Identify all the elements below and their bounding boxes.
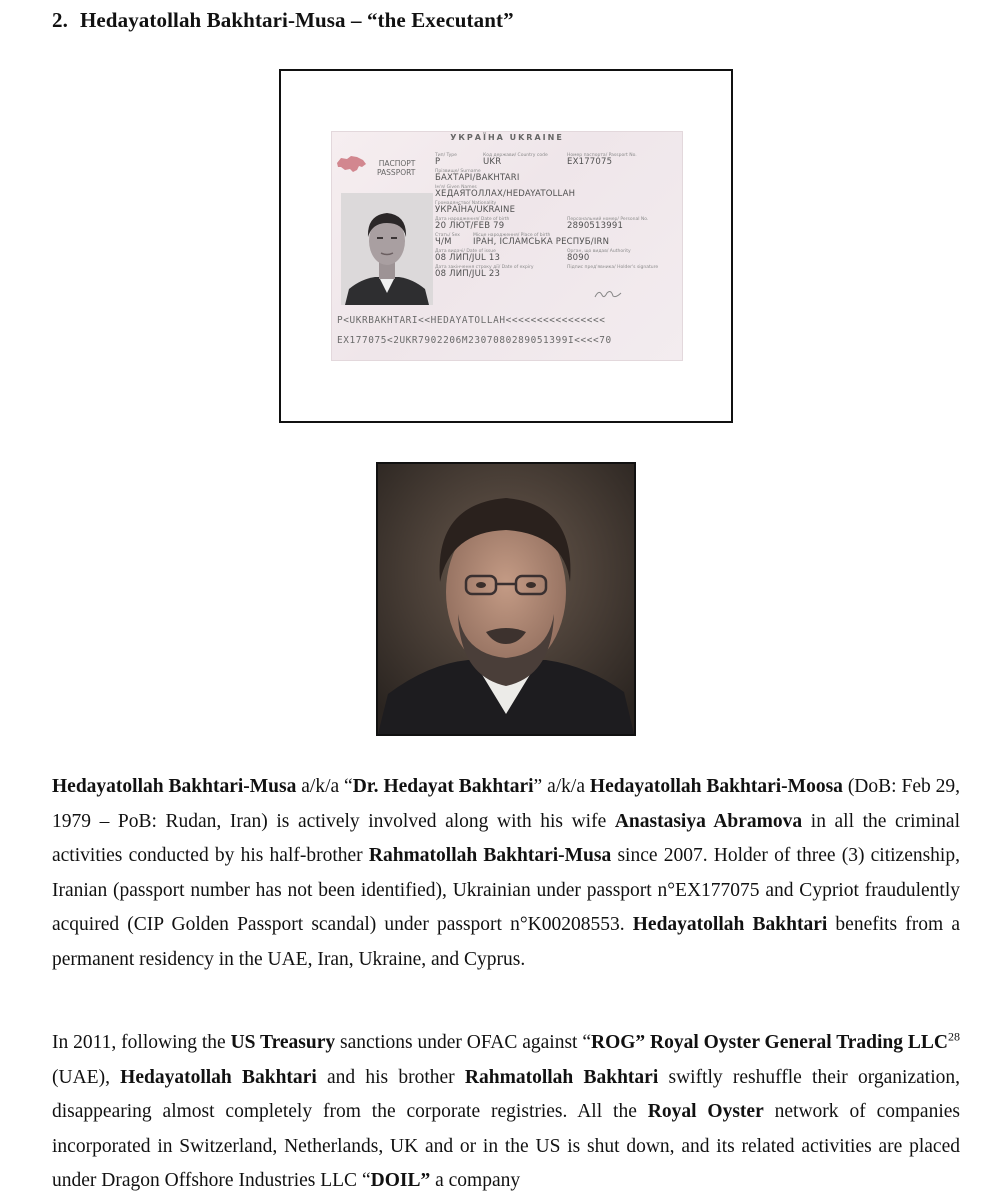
name-rahmatollah-bakhtari-musa: Rahmatollah Bakhtari-Musa bbox=[368, 845, 612, 867]
section-heading bbox=[52, 8, 514, 33]
field-signature: Підпис пред'явника/ Holder's signature bbox=[567, 265, 659, 270]
name-hedayatollah-bakhtari-2: Hedayatollah Bakhtari bbox=[120, 1066, 317, 1088]
field-passport-number: Номер паспорта/ Passport No. EX177075 bbox=[567, 153, 637, 167]
mrz-line-2: EX177075<2UKR7902206M2307080289051399I<<<<70 bbox=[337, 335, 612, 346]
footnote-marker[interactable]: 28 bbox=[948, 1029, 960, 1044]
field-type: Тип/ Type P bbox=[435, 153, 457, 167]
section-number: 2. bbox=[52, 8, 68, 32]
passport-banner: УКРАЇНА UKRAINE bbox=[450, 133, 564, 142]
name-anastasiya-abramova: Anastasiya Abramova bbox=[614, 810, 803, 832]
field-surname: Прізвище/ Surname БАХТАРІ/BAKHTARI bbox=[435, 169, 520, 183]
portrait-photo bbox=[376, 462, 636, 736]
field-nationality: Громадянство/ Nationality УКРАЇНА/UKRAINE bbox=[435, 201, 516, 215]
signature-mark-icon bbox=[593, 287, 623, 301]
passport-doc-type bbox=[377, 159, 415, 177]
field-place-of-birth: Місце народження/ Place of birth ІРАН, ІСЛАМСЬКА РЕСПУБ/IRN bbox=[473, 233, 610, 247]
field-date-of-issue: Дата видачі/ Date of issue 08 ЛИП/JUL 13 bbox=[435, 249, 501, 263]
alias-dr-hedayat-bakhtari: Dr. Hedayat Bakhtari bbox=[352, 776, 534, 797]
passport-photo bbox=[341, 193, 433, 305]
ukraine-map-icon bbox=[335, 153, 367, 175]
field-date-of-expiry: Дата закінчення строку дії/ Date of expiry 08 ЛИП/JUL 23 bbox=[435, 265, 534, 279]
name-hedayatollah-bakhtari: Hedayatollah Bakhtari bbox=[632, 914, 828, 936]
name-rahmatollah-bakhtari: Rahmatollah Bakhtari bbox=[464, 1066, 659, 1088]
field-given-names: Ім'я/ Given Names ХЕДАЯТОЛЛАХ/HEDAYATOLLAH bbox=[435, 185, 576, 199]
org-royal-oyster: Royal Oyster bbox=[647, 1101, 764, 1123]
person-photo-icon bbox=[341, 193, 433, 305]
field-date-of-birth: Дата народження/ Date of birth 20 ЛЮТ/FEB 79 bbox=[435, 217, 510, 231]
doc-type-en: PASSPORT bbox=[377, 168, 416, 177]
field-sex: Стать/ Sex Ч/M bbox=[435, 233, 460, 247]
field-personal-number: Персональний номер/ Personal No. 2890513991 bbox=[567, 217, 649, 231]
alias-bakhtari-moosa: Hedayatollah Bakhtari-Moosa bbox=[589, 776, 843, 797]
mrz-line-1: P<UKRBAKHTARI<<HEDAYATOLLAH<<<<<<<<<<<<<<<< bbox=[337, 315, 606, 326]
org-doil: DOIL” bbox=[370, 1170, 431, 1192]
paragraph-sanctions: In 2011, following the US Treasury sanctions under OFAC against “ROG” Royal Oyster General Trading LLC$^{28}$ (UAE), Hedayatollah Bakhtari and his brother Rahmatollah Bakhtari swiftly reshuffle their organization, disappearing almost completely from the corporate registries. All the Royal Oyster network of companies incorporated in Switzerland, Netherlands, UK and or in the US is shut down, and its related activities are placed under Dragon Offshore Industries LLC “DOIL” a company bbox=[52, 1029, 960, 1192]
section-title: Hedayatollah Bakhtari-Musa – “the Executant” bbox=[79, 8, 514, 32]
org-royal-oyster-general-trading: ROG” Royal Oyster General Trading LLC bbox=[591, 1032, 948, 1053]
field-authority: Орган, що видав/ Authority 8090 bbox=[567, 249, 631, 263]
name-hedayatollah-bakhtari-musa: Hedayatollah Bakhtari-Musa bbox=[52, 776, 297, 797]
paragraph-bio: Hedayatollah Bakhtari-Musa a/k/a “Dr. Hedayat Bakhtari” a/k/a Hedayatollah Bakhtari-Moosa (DoB: Feb 29, 1979 – PoB: Rudan, Iran) is actively involved along with his wife Anastasiya Abramova in all the criminal activities conducted by his half-brother Rahmatollah Bakhtari-Musa since 2007. Holder of three (3) citizenship, Iranian (passport number has not been identified), Ukrainian under passport n°EX177075 and Cypriot fraudulently acquired (CIP Golden Passport scandal) under passport n°K00208553. Hedayatollah Bakhtari benefits from a permanent residency in the UAE, Iran, Ukraine, and Cyprus. bbox=[52, 776, 960, 970]
field-country: Код держави/ Country code UKR bbox=[483, 153, 548, 167]
org-us-treasury: US Treasury bbox=[230, 1032, 336, 1053]
passport-image-frame bbox=[279, 69, 733, 423]
doc-type-uk: ПАСПОРТ bbox=[378, 159, 416, 168]
passport-scan bbox=[331, 131, 683, 361]
person-photo-icon bbox=[378, 464, 634, 734]
